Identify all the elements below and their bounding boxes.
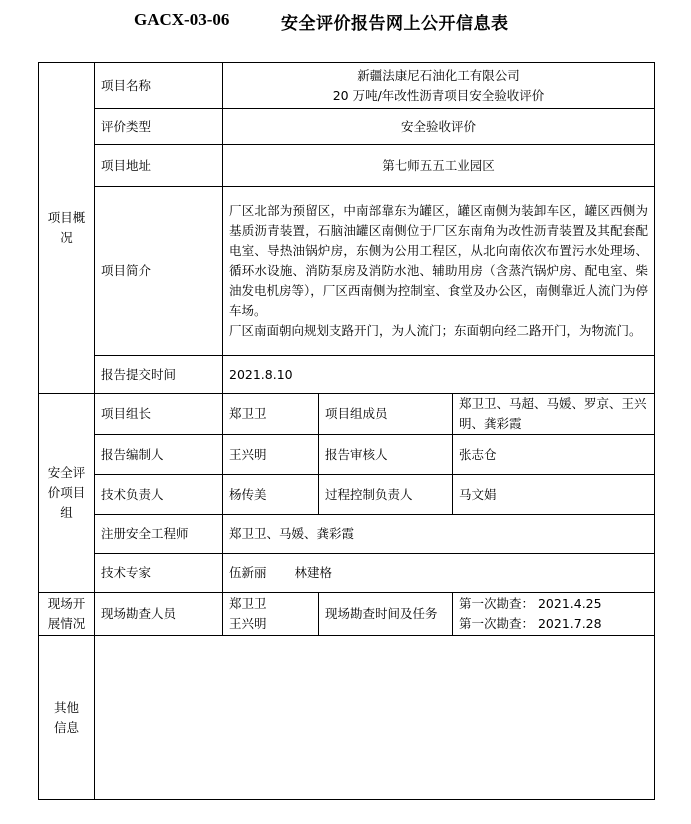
intro-paragraph-1: 厂区北部为预留区，中南部靠东为罐区，罐区南侧为装卸车区，罐区西侧为基质沥青装置，石脑油罐区南侧位于厂区东南角为改性沥青装置及其配套配电室、导热油锅炉房，东侧为公用工程区，从北向南依次布置污水处理场、循环水设施、消防泵房及消防水池、辅助用房（含蒸汽锅炉房、配电室、柴油发电机房等），厂区西南侧为控制室、食堂及办公区，南侧靠近人流门为停车场。 (229, 203, 649, 318)
inspectors-label: 现场勘查人员 (95, 593, 223, 636)
row-eval-type (39, 109, 655, 145)
experts-value (223, 554, 655, 593)
section-overview-label: 项目概况 (39, 63, 95, 394)
submit-time-value: 2021.8.10 (223, 356, 655, 394)
process-ctrl-label: 过程控制负责人 (319, 475, 453, 515)
row-site (39, 593, 655, 636)
other-value (95, 636, 655, 800)
members-value: 郑卫卫、马超、马媛、罗京、王兴明、龚彩霞 (453, 394, 655, 435)
author-value: 王兴明 (223, 435, 319, 475)
inspector-2: 王兴明 (229, 616, 267, 631)
row-intro (39, 187, 655, 356)
row-other (39, 636, 655, 800)
project-name-value (223, 63, 655, 109)
engineers-label: 注册安全工程师 (95, 515, 223, 554)
visits-value (453, 593, 655, 636)
time-task-label: 现场勘查时间及任务 (319, 593, 453, 636)
row-project-name (39, 63, 655, 109)
inspectors-value (223, 593, 319, 636)
experts-label: 技术专家 (95, 554, 223, 593)
intro-paragraph-2: 厂区南面朝向规划支路开门，为人流门；东面朝向经二路开门，为物流门。 (229, 323, 642, 338)
section-site-label: 现场开展情况 (39, 593, 95, 636)
intro-label: 项目简介 (95, 187, 223, 356)
row-author (39, 435, 655, 475)
author-label: 报告编制人 (95, 435, 223, 475)
visit-2: 第一次勘查： 2021.7.28 (459, 616, 602, 631)
expert-1: 伍新丽 (229, 565, 267, 580)
process-ctrl-value: 马文娟 (453, 475, 655, 515)
leader-label: 项目组长 (95, 394, 223, 435)
members-label: 项目组成员 (319, 394, 453, 435)
row-experts (39, 554, 655, 593)
inspector-1: 郑卫卫 (229, 596, 267, 611)
eval-type-value: 安全验收评价 (223, 109, 655, 145)
row-tech-lead (39, 475, 655, 515)
engineers-value: 郑卫卫、马媛、龚彩霞 (223, 515, 655, 554)
project-name-label: 项目名称 (95, 63, 223, 109)
reviewer-label: 报告审核人 (319, 435, 453, 475)
document-code: GACX-03-06 (134, 10, 230, 29)
tech-lead-value: 杨传美 (223, 475, 319, 515)
address-value: 第七师五五工业园区 (223, 145, 655, 187)
section-other-label: 其他信息 (39, 636, 95, 800)
leader-value: 郑卫卫 (223, 394, 319, 435)
row-address (39, 145, 655, 187)
section-team-label: 安全评价项目组 (39, 394, 95, 593)
intro-value (223, 187, 655, 356)
info-table (38, 62, 655, 800)
reviewer-value: 张志仓 (453, 435, 655, 475)
submit-time-label: 报告提交时间 (95, 356, 223, 394)
document-title: 安全评价报告网上公开信息表 (281, 14, 509, 34)
visit-1: 第一次勘查： 2021.4.25 (459, 596, 602, 611)
eval-type-label: 评价类型 (95, 109, 223, 145)
project-name-line1: 新疆法康尼石油化工有限公司 (357, 67, 520, 83)
project-name-line2: 20 万吨/年改性沥青项目安全验收评价 (332, 87, 545, 103)
row-engineers (39, 515, 655, 554)
header (0, 8, 691, 36)
address-label: 项目地址 (95, 145, 223, 187)
row-submit-time (39, 356, 655, 394)
expert-2: 林建格 (294, 565, 333, 580)
row-leader (39, 394, 655, 435)
tech-lead-label: 技术负责人 (95, 475, 223, 515)
